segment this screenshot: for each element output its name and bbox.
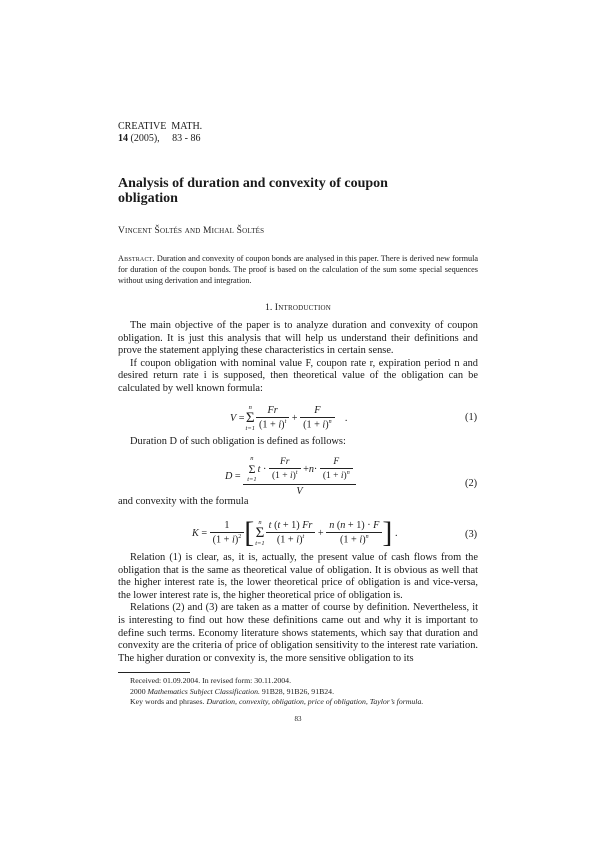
paper-authors: Vincent Šoltés and Michal Šoltés (118, 226, 265, 236)
footnote-rule (118, 672, 190, 673)
journal-pages: 83 - 86 (172, 133, 201, 144)
journal-year: (2005), (130, 133, 160, 144)
footnotes (130, 676, 480, 708)
paragraph-duration-text: Duration D of such obligation is defined as follows: (130, 436, 346, 447)
footnote-msc (130, 687, 480, 698)
footnote-msc-codes: 91B28, 91B26, 91B24. (261, 686, 335, 696)
section-title: Introduction (274, 302, 332, 313)
journal-volume: 14 (118, 133, 128, 144)
paragraph-relation-1: Relation (1) is clear, as, it is, actually, the present value of cash flows from the obligation that is the same as theoretical value of obligation. It is obvious as well that the higher interest rate is, the lower theoretical price of obligation is and vice-versa, the lower interest rate is, the higher theoretical price of obligation is. (118, 552, 478, 601)
discussion-paragraphs (118, 552, 478, 665)
journal-name: CREATIVE MATH. (118, 121, 203, 132)
section-heading (118, 302, 478, 313)
paper-title (118, 176, 478, 206)
abstract-text: Duration and convexity of coupon bonds are analysed in this paper. There is derived new formula for duration of the coupon bonds. The proof is based on the calculation of the sum some special sequences without using derivation and integration. (118, 254, 478, 285)
paragraph-convexity-text: and convexity with the formula (118, 496, 249, 507)
footnote-keywords (130, 697, 480, 708)
equation-2: D = n Σ t=1 t · $\frac{Fr}{(1 + i)^t}$ + n · $\frac{F}{(1 + i)^n}$ V (225, 455, 356, 497)
footnote-msc-year: 2000 (130, 686, 146, 696)
abstract (118, 253, 478, 286)
footnote-received: Received: 01.09.2004. In revised form: 30.11.2004. (130, 676, 292, 685)
paragraph-objective: The main objective of the paper is to analyze duration and convexity of coupon obligation. It is just this analysis that will help us understand their definitions and prove the statement applying these characteristics in certain sense. (118, 320, 478, 357)
paragraph-relations-2-3: Relations (2) and (3) are taken as a matter of course by definition. Nevertheless, it is interesting to find out how these definitions came out and why it is important to define such terms. Economy literature shows statements, which say that duration and convexity are the criteria of price of obligation sensitivity to the interest rate variation. The higher duration or convexity is, the more sensitive obligation to its (118, 602, 478, 664)
footnote-keywords-text: Duration, convexity, obligation, price of obligation, Taylor’s formula. (206, 697, 424, 707)
abstract-label: Abstract. (118, 254, 155, 263)
intro-paragraphs (118, 320, 478, 396)
section-number: 1. (264, 302, 273, 313)
footnote-msc-label: Mathematics Subject Classification. (147, 686, 260, 696)
equation-3: K = $\frac{1}{(1 + i)^2}$ [ n Σ t=1 $\frac{t (t + 1) Fr}{(1 + i)^t}$ + $\frac{n (n + 1) \cdot F}{(1 + i)^n}$ ] . (192, 516, 398, 549)
page-number: 83 (294, 715, 302, 723)
equation-3-number: (3) (465, 529, 478, 540)
title-line-1: Analysis of duration and convexity of coupon (118, 176, 388, 191)
paragraph-duration (118, 436, 478, 449)
equation-2-number: (2) (465, 478, 478, 489)
paragraph-convexity (118, 496, 478, 509)
footnote-keywords-label: Key words and phrases. (130, 697, 205, 707)
journal-issue (118, 133, 318, 145)
title-line-2: obligation (118, 191, 178, 206)
paragraph-coupon: If coupon obligation with nominal value F, coupon rate r, expiration period n and desired return rate i is supposed, then theoretical value of the obligation can be calculated by well known formula: (118, 357, 478, 394)
equation-1: V = n Σ t=1 $\frac{Fr}{(1 + i)^t}$ + $\frac{F}{(1 + i)^n}$ . (230, 404, 348, 432)
equation-1-number: (1) (465, 412, 478, 423)
journal-header (118, 121, 318, 145)
